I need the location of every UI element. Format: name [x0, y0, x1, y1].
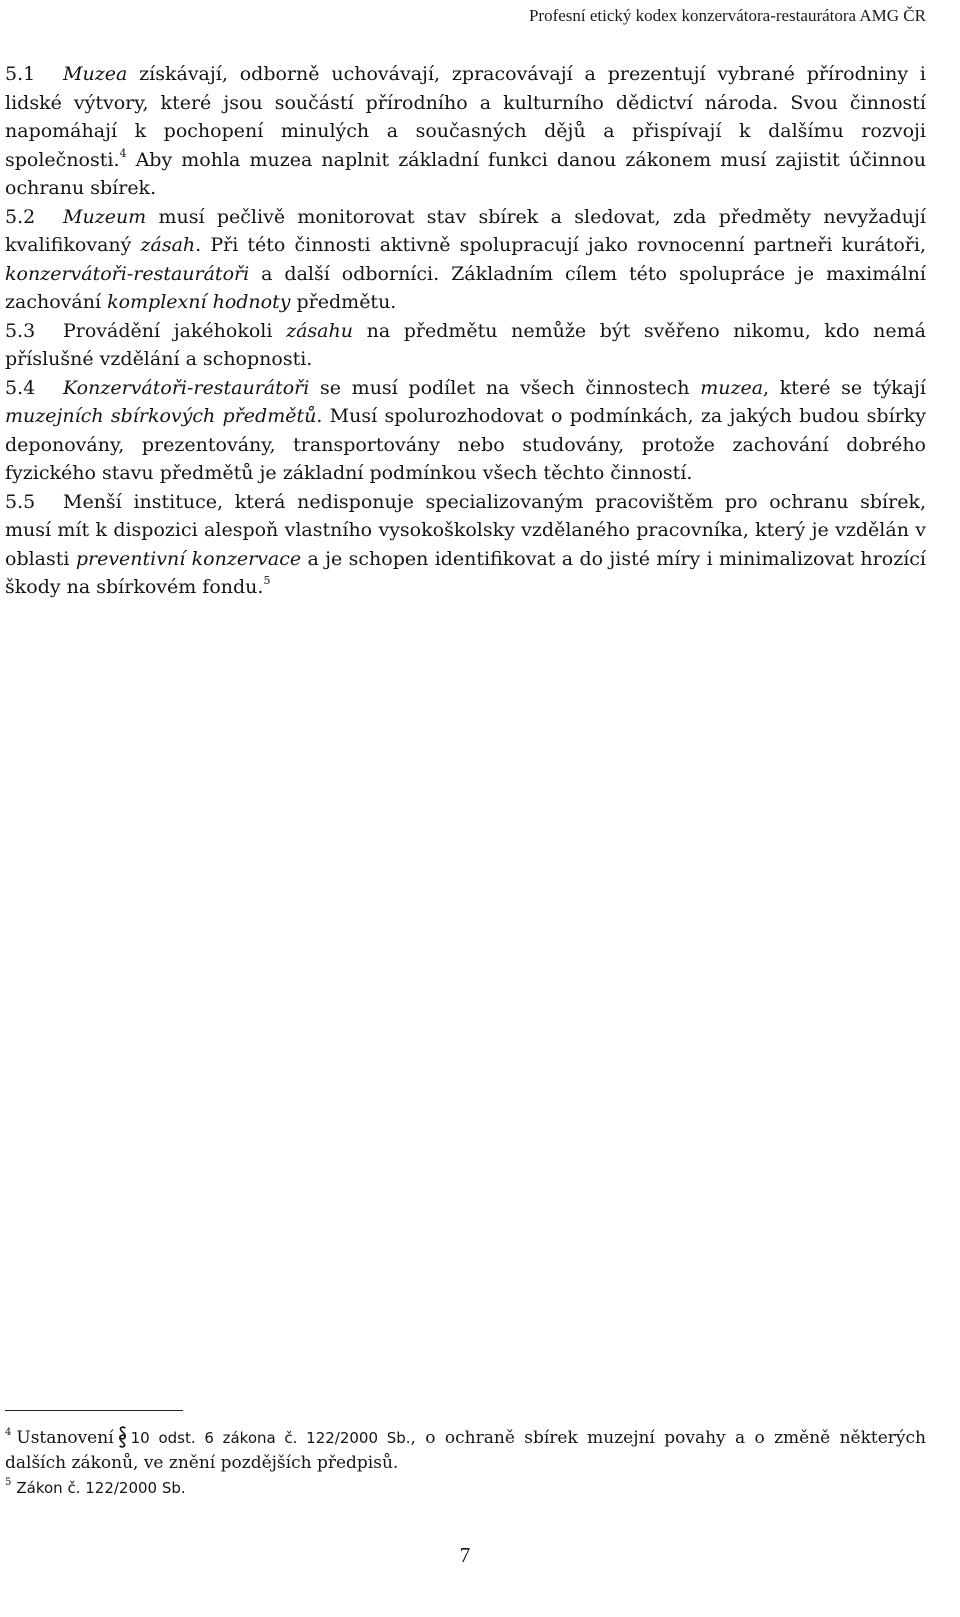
paragraph-number: 5.1: [5, 63, 36, 85]
footnote-reference: 5: [263, 574, 271, 587]
emphasized-term: Konzervátoři-restaurátoři: [63, 376, 310, 399]
running-header: Profesní etický kodex konzervátora-restaurátora AMG ČR: [528, 6, 926, 25]
section-sign-icon: [118, 1426, 127, 1448]
paragraph-text: se musí podílet na všech činnostech: [309, 376, 701, 399]
paragraph-text: získávají, odborně uchovávají, zpracovávají a prezentují vybrané přírodniny i lidské výtvory, které jsou součástí přírodního a kulturního dědictví národa. Svou činností napomáhají k pochopení minulých a současných dějů a přispívají k dalšímu rozvoji společnosti.: [5, 63, 926, 171]
paragraph-text: musí pečlivě monitorovat stav sbírek a sledovat, zda předměty nevyžadují kvalifikovaný: [5, 205, 926, 256]
paragraph-5-2: [5, 203, 926, 317]
emphasized-term: Muzeum: [63, 205, 147, 228]
emphasized-term: zásah: [140, 234, 196, 256]
emphasized-term: komplexní hodnoty: [107, 291, 291, 313]
paragraph-text: . Při této činnosti aktivně spolupracují jako rovnocenní partneři kurátoři,: [195, 234, 926, 256]
paragraph-number: 5.3: [5, 319, 36, 342]
paragraph-5-3: [5, 317, 926, 374]
paragraph-text: na předmětu nemůže být svěřeno nikomu, kdo nemá příslušné vzdělání a schopnosti.: [5, 319, 926, 370]
body-text: [5, 60, 926, 602]
footnote-text: Zákon č. 122/2000 Sb.: [16, 1479, 186, 1497]
paragraph-text: a je schopen identifikovat a do jisté míry i minimalizovat hrozící škody na sbírkovém fondu.: [5, 547, 926, 598]
footnote-marker: 4: [5, 1427, 12, 1438]
emphasized-term: muzejních sbírkových předmětů: [5, 405, 317, 427]
paragraph-5-1: [5, 60, 926, 203]
footnote-marker: 5: [5, 1477, 12, 1488]
footnote-law-reference: 10 odst. 6 zákona č. 122/2000 Sb.: [130, 1429, 411, 1447]
footnotes: [5, 1426, 926, 1501]
emphasized-term: muzea: [700, 376, 764, 399]
emphasized-term: preventivní konzervace: [75, 547, 302, 570]
paragraph-5-5: [5, 488, 926, 602]
paragraph-number: 5.2: [5, 205, 36, 228]
emphasized-term: zásahu: [286, 319, 353, 342]
footnote-4: [5, 1426, 926, 1476]
paragraph-5-4: [5, 374, 926, 488]
emphasized-term: konzervátoři-restaurátoři: [5, 262, 250, 285]
paragraph-text: . Musí spolurozhodovat o podmínkách, za jakých budou sbírky deponovány, prezentovány, transportovány nebo studovány, protože zachování dobrého fyzického stavu předmětů je základní podmínkou všech těchto činností.: [5, 405, 926, 484]
page-number: 7: [459, 1543, 471, 1567]
paragraph-number: 5.5: [5, 490, 36, 513]
footnote-text: Ustanovení: [16, 1428, 114, 1448]
paragraph-text: Aby mohla muzea naplnit základní funkci danou zákonem musí zajistit účinnou ochranu sbírek.: [5, 148, 926, 199]
paragraph-number: 5.4: [5, 376, 36, 399]
footnote-text: , o ochraně sbírek muzejní povahy a o změně některých dalších zákonů, ve znění pozdějších předpisů.: [5, 1428, 926, 1473]
paragraph-text: Provádění jakéhokoli: [63, 319, 287, 342]
paragraph-text: a další odborníci. Základním cílem této spolupráce je maximální zachování: [5, 262, 926, 313]
footnote-5: [5, 1476, 926, 1501]
paragraph-text: předmětu.: [290, 291, 397, 313]
paragraph-text: , které se týkají: [763, 376, 926, 399]
footnote-separator: [5, 1410, 183, 1411]
emphasized-term: Muzea: [63, 63, 128, 85]
paragraph-text: Menší instituce, která nedisponuje specializovaným pracovištěm pro ochranu sbírek, musí mít k dispozici alespoň vlastního vysokoškolsky vzdělaného pracovníka, který je vzdělán v oblasti: [5, 490, 926, 570]
footnote-reference: 4: [119, 146, 127, 160]
